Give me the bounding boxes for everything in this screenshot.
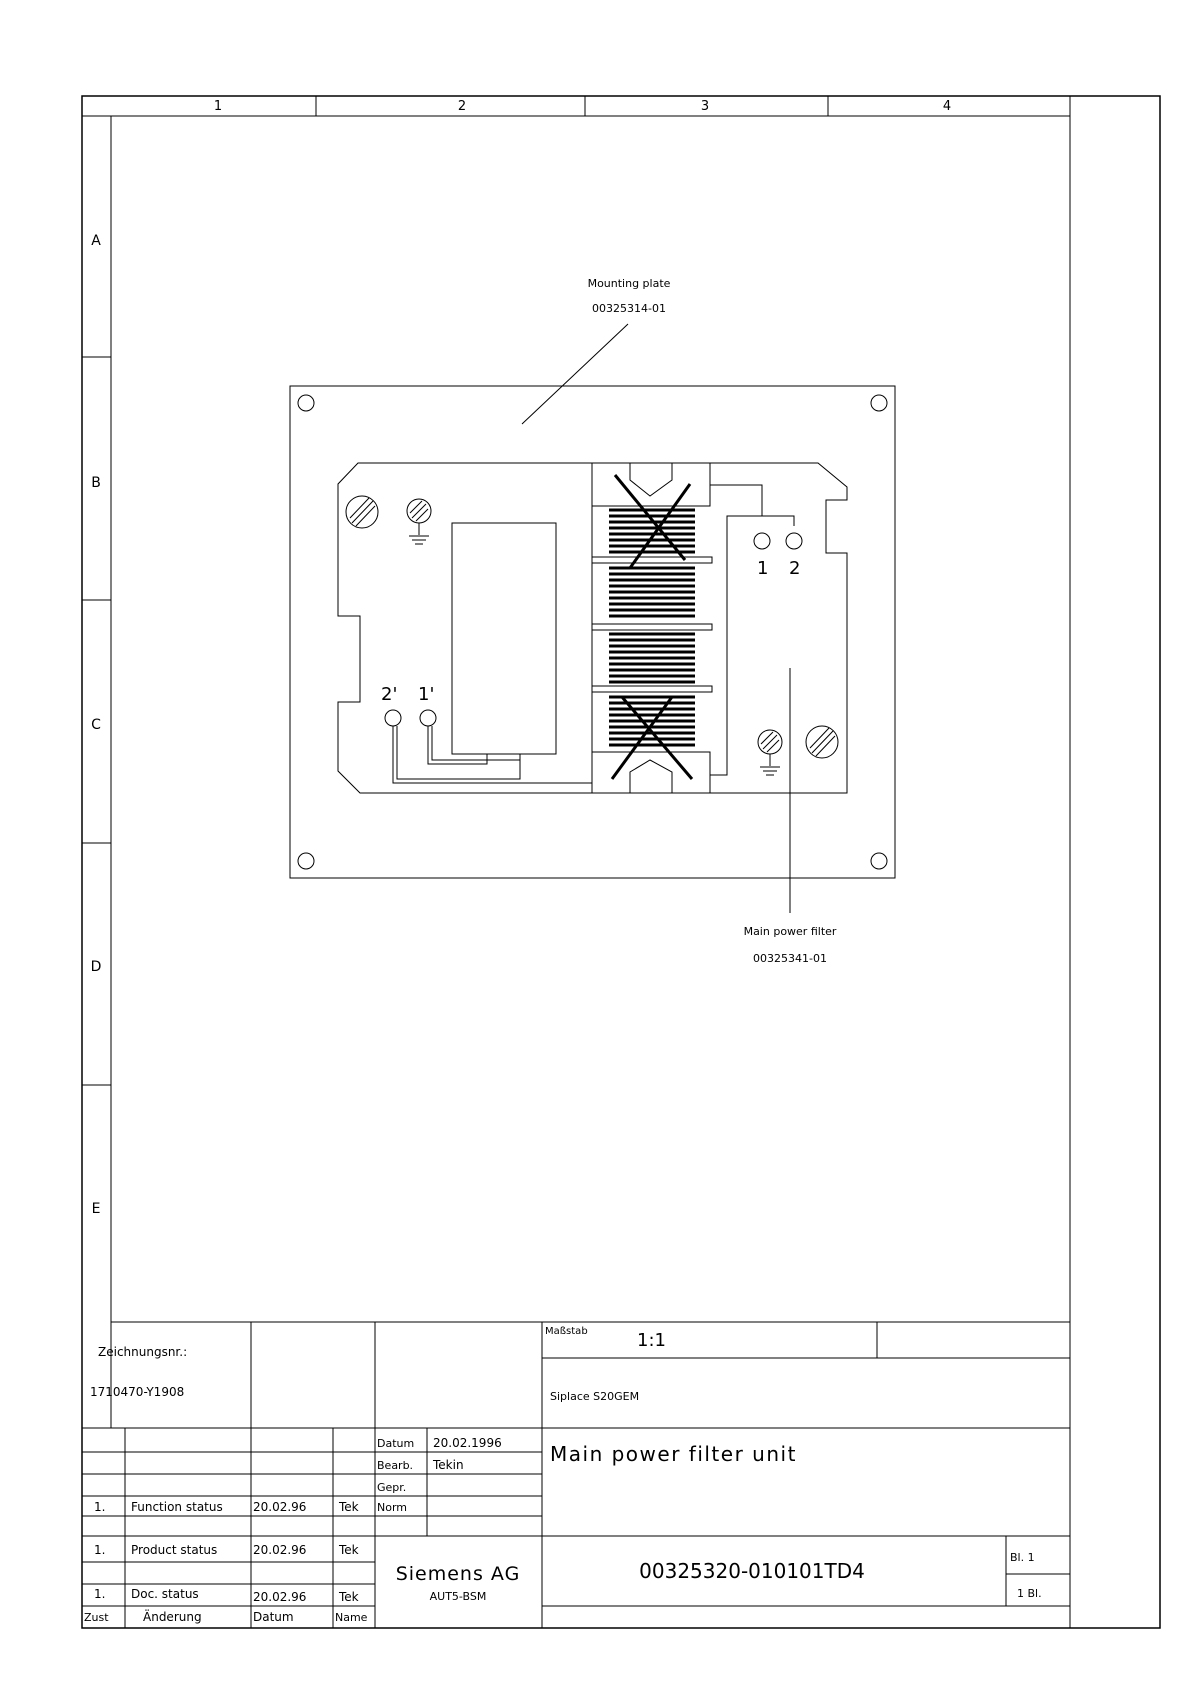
- approval-label-date: Datum: [377, 1437, 415, 1450]
- revision-name: Tek: [339, 1543, 359, 1557]
- title-block: [82, 1322, 1070, 1628]
- column-label-1: 1: [213, 99, 223, 114]
- output-terminal-1: [754, 533, 770, 549]
- terminal-label-1prime: 1': [418, 684, 435, 705]
- output-terminal-2: [786, 533, 802, 549]
- revision-name: Tek: [339, 1500, 359, 1514]
- row-labels: [91, 233, 102, 1217]
- revision-header-date: Datum: [253, 1610, 294, 1624]
- approval-value-date: 20.02.1996: [433, 1436, 502, 1450]
- revision-header-zust: Zust: [84, 1611, 109, 1624]
- mounting-hole-top-left: [298, 395, 314, 411]
- drawing-number: 1710470-Y1908: [90, 1385, 185, 1399]
- row-label-d: D: [90, 959, 102, 975]
- revision-date: 20.02.96: [253, 1590, 307, 1604]
- terminal-label-2: 2: [789, 558, 801, 579]
- revision-change: Doc. status: [131, 1587, 199, 1601]
- terminal-label-1: 1: [757, 558, 769, 579]
- scale-value: 1:1: [637, 1330, 666, 1351]
- revision-change: Product status: [131, 1543, 218, 1557]
- capacitor-block: [452, 523, 556, 754]
- revision-change: Function status: [131, 1500, 223, 1514]
- sheet-total: 1 Bl.: [1017, 1587, 1042, 1600]
- approval-label-norm: Norm: [377, 1501, 408, 1514]
- revision-zust: 1.: [94, 1500, 106, 1514]
- revision-zust: 1.: [94, 1587, 106, 1601]
- revision-header-change: Änderung: [143, 1610, 202, 1624]
- row-label-a: A: [91, 233, 101, 249]
- row-label-e: E: [91, 1201, 101, 1217]
- mounting-plate-callout: [522, 277, 671, 424]
- mounting-hole-bottom-right: [871, 853, 887, 869]
- drawing-title: Main power filter unit: [550, 1442, 797, 1466]
- revision-date: 20.02.96: [253, 1500, 307, 1514]
- revision-zust: 1.: [94, 1543, 106, 1557]
- mounting-hole-bottom-left: [298, 853, 314, 869]
- terminal-label-2prime: 2': [381, 684, 398, 705]
- row-label-b: B: [91, 475, 101, 491]
- approval-label-checked: Gepr.: [377, 1481, 407, 1494]
- approval-label-drawn: Bearb.: [377, 1459, 414, 1472]
- main-power-filter-part-no: 00325341-01: [753, 952, 827, 965]
- mounting-plate-part-no: 00325314-01: [592, 302, 666, 315]
- mounting-plate-label: Mounting plate: [587, 277, 671, 290]
- input-terminal-1prime: [420, 710, 436, 726]
- revision-name: Tek: [339, 1590, 359, 1604]
- scale-label: Maßstab: [545, 1326, 588, 1337]
- product-name: Siplace S20GEM: [550, 1390, 640, 1403]
- revision-header-name: Name: [335, 1611, 368, 1624]
- document-number: 00325320-010101TD4: [639, 1559, 865, 1583]
- main-power-filter-label: Main power filter: [743, 925, 837, 938]
- column-label-2: 2: [457, 99, 467, 114]
- column-labels: [214, 99, 951, 114]
- drawing-number-label: Zeichnungsnr.:: [98, 1345, 188, 1359]
- column-label-3: 3: [700, 99, 710, 114]
- department: AUT5-BSM: [429, 1590, 487, 1603]
- mounting-hole-top-right: [871, 395, 887, 411]
- sheet-number: Bl. 1: [1010, 1551, 1035, 1564]
- main-power-filter-callout: [744, 668, 837, 965]
- column-label-4: 4: [942, 99, 952, 114]
- input-terminal-2prime: [385, 710, 401, 726]
- choke-coil: [592, 463, 712, 793]
- approval-value-drawn: Tekin: [433, 1458, 464, 1472]
- company-name: Siemens AG: [395, 1563, 521, 1585]
- revision-date: 20.02.96: [253, 1543, 307, 1557]
- row-label-c: C: [91, 717, 101, 733]
